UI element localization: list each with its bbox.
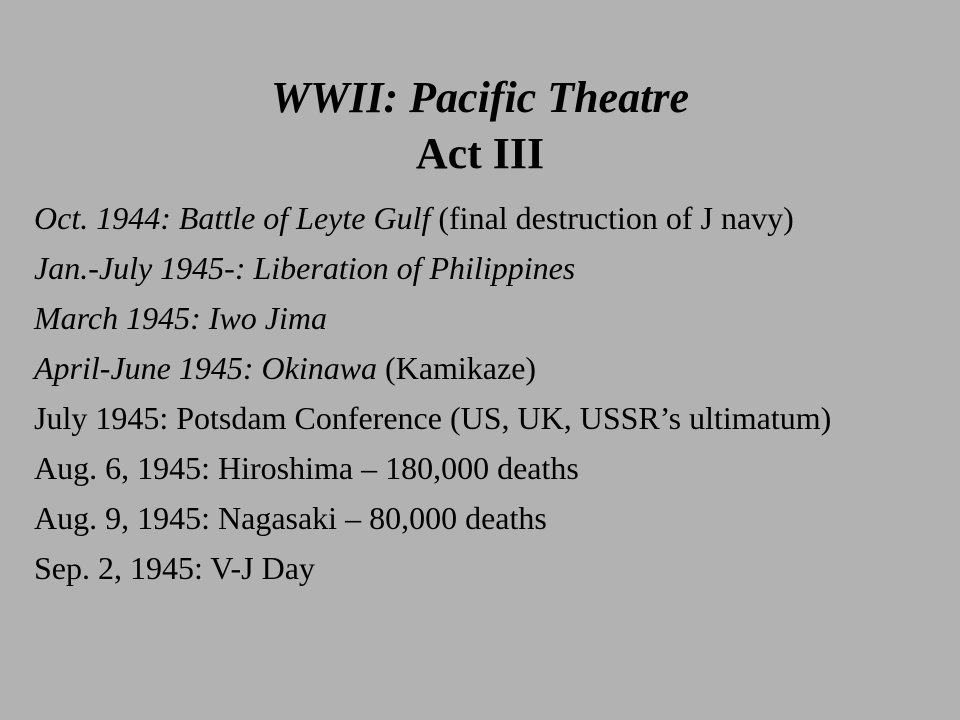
timeline-item-text: Sep. 2, 1945: V-J Day	[34, 550, 315, 586]
timeline-item-philippines	[34, 250, 934, 287]
timeline-item-hiroshima	[34, 450, 934, 487]
timeline-item-nagasaki	[34, 500, 934, 537]
timeline-item-text: Aug. 9, 1945: Nagasaki – 80,000 deaths	[34, 500, 547, 536]
timeline-item-text: Aug. 6, 1945: Hiroshima – 180,000 deaths	[34, 450, 579, 486]
timeline-item-okinawa	[34, 350, 934, 387]
timeline-item-text: July 1945: Potsdam Conference (US, UK, USSR’s ultimatum)	[34, 400, 832, 436]
timeline-item-leyte-gulf	[34, 200, 934, 237]
timeline-item-italic-text: March 1945: Iwo Jima	[34, 300, 327, 336]
timeline-item-italic-text: Jan.-July 1945-: Liberation of Philippines	[34, 250, 576, 286]
timeline-item-iwo-jima	[34, 300, 934, 337]
timeline-item-italic-text: Oct. 1944: Battle of Leyte Gulf	[34, 200, 431, 236]
timeline-item-text: (final destruction of J navy)	[430, 200, 794, 236]
slide-title	[0, 70, 960, 182]
timeline-item-vj-day	[34, 550, 934, 587]
timeline-list	[34, 200, 934, 600]
title-line-1: WWII: Pacific Theatre	[271, 73, 689, 122]
title-line-2: Act III	[415, 129, 545, 178]
timeline-item-italic-text: April-June 1945: Okinawa	[34, 350, 378, 386]
timeline-item-potsdam	[34, 400, 934, 437]
timeline-item-text: (Kamikaze)	[377, 350, 537, 386]
